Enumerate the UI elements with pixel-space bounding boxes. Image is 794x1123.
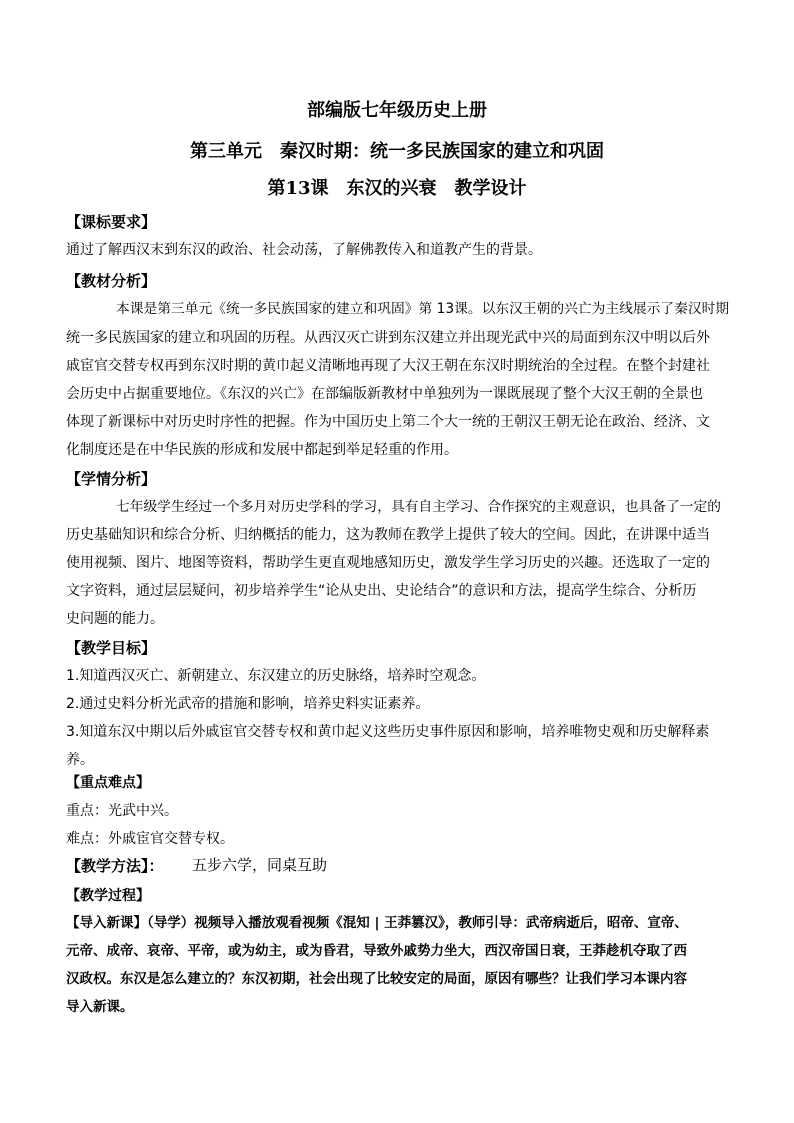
- textbook-heading: 【教材分析】: [66, 272, 157, 290]
- textbook-line: 本课是第三单元《统一多民族国家的建立和巩固》第 13课。以东汉王朝的兴亡为主线展示了秦汉时期: [116, 301, 730, 317]
- textbook-line: 化制度还是在中华民族的形成和发展中都起到举足轻重的作用。: [66, 442, 458, 458]
- lesson-title: 第13课 东汉的兴衰 教学设计: [267, 178, 527, 199]
- process-line: 【导入新课】（导学）视频导入播放观看视频《混知 | 王莽篡汉》，教师引导：武帝病逝后，昭帝、宣帝、: [66, 915, 688, 931]
- students-heading: 【学情分析】: [66, 470, 157, 488]
- students-line: 七年级学生经过一个多月对历史学科的学习，具有自主学习、合作探究的主观意识，也具备了一定的: [116, 499, 722, 515]
- goal-item: 1.知道西汉灭亡、新朝建立、东汉建立的历史脉络，培养时空观念。: [66, 668, 486, 684]
- students-line: 文字资料，通过层层疑问，初步培养学生“论从史出、史论结合”的意识和方法，提高学生综合、分析历: [66, 583, 697, 599]
- standard-text: 通过了解西汉末到东汉的政治、社会动荡，了解佛教传入和道教产生的背景。: [66, 242, 542, 258]
- method-text: 五步六学，同桌互助: [192, 856, 328, 874]
- textbook-line: 戚宦官交替专权再到东汉时期的黄巾起义清晰地再现了大汉王朝在东汉时期统治的全过程。在整个封建社: [66, 358, 710, 374]
- process-heading: 【教学过程】: [66, 888, 150, 904]
- method-heading: 【教学方法】：: [66, 857, 164, 875]
- unit-title: 第三单元 秦汉时期：统一多民族国家的建立和巩固: [190, 141, 604, 162]
- textbook-line: 体现了新课标中对历史时序性的把握。作为中国历史上第二个大一统的王朝汉王朝无论在政治、经济、文: [66, 414, 710, 430]
- key-heading: 【重点难点】: [66, 775, 150, 791]
- process-line: 汉政权。东汉是怎么建立的？东汉初期，社会出现了比较安定的局面，原因有哪些？让我们学习本课内容: [66, 971, 687, 987]
- process-line: 导入新课。: [66, 999, 134, 1015]
- textbook-line: 会历史中占据重要地位。《东汉的兴亡》在部编版新教材中单独列为一课既展现了整个大汉王朝的全景也: [66, 386, 703, 402]
- book-title: 部编版七年级历史上册: [307, 100, 487, 121]
- textbook-line: 统一多民族国家的建立和巩固的历程。从西汉灭亡讲到东汉建立并出现光武中兴的局面到东汉中明以后外: [66, 330, 710, 346]
- goals-heading: 【教学目标】: [66, 639, 157, 657]
- goal-item: 养。: [66, 752, 94, 768]
- goal-item: 2.通过史料分析光武帝的措施和影响，培养史料实证素养。: [66, 696, 430, 712]
- goal-item: 3.知道东汉中期以后外戚宦官交替专权和黄巾起义这些历史事件原因和影响，培养唯物史观和历史解释素: [66, 724, 710, 740]
- key-point: 重点：光武中兴。: [66, 803, 178, 819]
- standard-heading: 【课标要求】: [66, 213, 157, 231]
- students-line: 历史基础知识和综合分析、归纳概括的能力，这为教师在教学上提供了较大的空间。因此，在讲课中适当: [66, 527, 710, 543]
- process-line: 元帝、成帝、哀帝、平帝，或为幼主，或为昏君，导致外戚势力坐大，西汉帝国日衰，王莽趁机夺取了西: [66, 943, 687, 959]
- students-line: 使用视频、图片、地图等资料，帮助学生更直观地感知历史，激发学生学习历史的兴趣。还选取了一定的: [66, 555, 710, 571]
- students-line: 史问题的能力。: [66, 611, 164, 627]
- difficult-point: 难点：外戚宦官交替专权。: [66, 831, 234, 847]
